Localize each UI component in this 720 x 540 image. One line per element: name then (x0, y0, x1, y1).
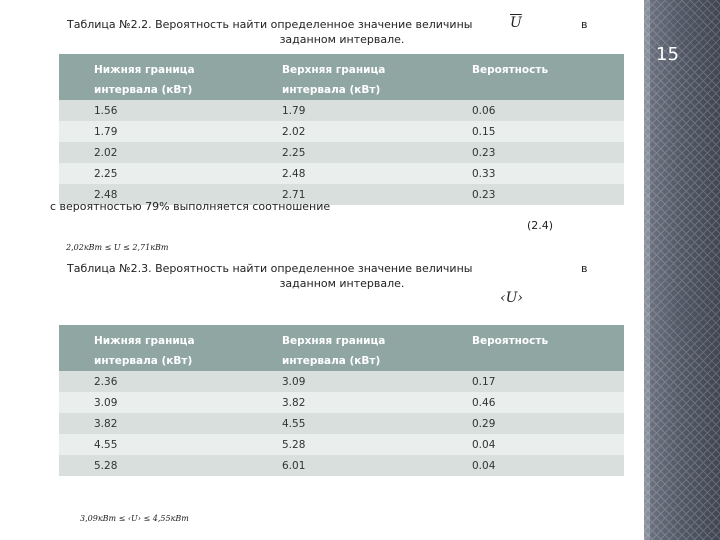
table2-header-lower (94, 325, 282, 371)
table-cell-prob: 0.33 (472, 163, 624, 184)
table-row (59, 121, 624, 142)
table-cell-lower: 2.36 (94, 371, 282, 392)
table-cell-pad (59, 163, 94, 184)
table-cell-lower: 2.02 (94, 142, 282, 163)
table-cell-lower: 2.48 (94, 184, 282, 205)
table1 (59, 54, 624, 205)
table2 (59, 325, 624, 476)
table-cell-upper: 3.09 (282, 371, 472, 392)
table-cell-upper: 2.71 (282, 184, 472, 205)
table-cell-prob: 0.17 (472, 371, 624, 392)
table2-caption-in: в (581, 262, 588, 275)
u-bar-symbol: $\overline{U}$ (510, 15, 522, 31)
table-row (59, 434, 624, 455)
table1-header-upper (282, 54, 472, 100)
table-cell-upper: 2.48 (282, 163, 472, 184)
table1-header-upper-line1: Верхняя граница (282, 64, 386, 76)
table-cell-pad (59, 455, 94, 476)
table-cell-prob: 0.04 (472, 455, 624, 476)
slide-number: 15 (656, 44, 679, 65)
table1-caption-line2: заданном интервале. (279, 33, 405, 46)
table2-header-prob-label: Вероятность (472, 335, 549, 347)
table-cell-upper: 1.79 (282, 100, 472, 121)
table-cell-pad (59, 121, 94, 142)
table-cell-lower: 3.09 (94, 392, 282, 413)
table1-header-lower (94, 54, 282, 100)
table1-header-pad (59, 54, 94, 100)
table2-caption-line1: Таблица №2.3. Вероятность найти определенное значение величины (67, 262, 473, 275)
table-cell-lower: 2.25 (94, 163, 282, 184)
table-cell-prob: 0.29 (472, 413, 624, 434)
table-cell-prob: 0.23 (472, 184, 624, 205)
table-cell-lower: 4.55 (94, 434, 282, 455)
table-row (59, 392, 624, 413)
formula-range-2: 3,09кВт ≤ ‹U› ≤ 4,55кВт (80, 514, 189, 523)
table-cell-lower: 1.56 (94, 100, 282, 121)
table-cell-prob: 0.06 (472, 100, 624, 121)
table-cell-upper: 2.25 (282, 142, 472, 163)
table2-header-upper-line2: интервала (кВт) (282, 355, 381, 367)
table2-header-pad (59, 325, 94, 371)
table1-header-lower-line1: Нижняя граница (94, 64, 195, 76)
table-cell-prob: 0.15 (472, 121, 624, 142)
table-cell-upper: 3.82 (282, 392, 472, 413)
table-cell-upper: 2.02 (282, 121, 472, 142)
table-cell-upper: 6.01 (282, 455, 472, 476)
probability-text: с вероятностью 79% выполняется соотношение (50, 200, 331, 213)
table-cell-lower: 1.79 (94, 121, 282, 142)
table-cell-prob: 0.04 (472, 434, 624, 455)
table2-header-lower-line2: интервала (кВт) (94, 355, 193, 367)
table2-caption-line2: заданном интервале. (279, 277, 405, 290)
table1-header-prob (472, 54, 624, 100)
table-row (59, 100, 624, 121)
table-cell-pad (59, 371, 94, 392)
table-cell-pad (59, 434, 94, 455)
table1-header-upper-line2: интервала (кВт) (282, 84, 381, 96)
table-cell-prob: 0.46 (472, 392, 624, 413)
table1-header-prob-label: Вероятность (472, 64, 549, 76)
table-cell-pad (59, 392, 94, 413)
table-cell-upper: 4.55 (282, 413, 472, 434)
formula-range-1: 2,02кВт ≤ U ≤ 2,71кВт (66, 243, 169, 252)
table-row (59, 455, 624, 476)
table2-header-upper-line1: Верхняя граница (282, 335, 386, 347)
table-row (59, 371, 624, 392)
table-cell-pad (59, 142, 94, 163)
table-cell-lower: 5.28 (94, 455, 282, 476)
side-panel-pattern (644, 0, 720, 540)
table-row (59, 142, 624, 163)
table1-caption-in: в (581, 18, 588, 31)
table1-caption-line1: Таблица №2.2. Вероятность найти определенное значение величины (67, 18, 473, 31)
table2-header-lower-line1: Нижняя граница (94, 335, 195, 347)
table-row (59, 163, 624, 184)
u-angle-symbol: ‹U› (500, 290, 523, 306)
table-cell-upper: 5.28 (282, 434, 472, 455)
table-cell-prob: 0.23 (472, 142, 624, 163)
equation-number: (2.4) (527, 219, 554, 232)
table2-header-upper (282, 325, 472, 371)
table-cell-pad (59, 413, 94, 434)
table1-header-lower-line2: интервала (кВт) (94, 84, 193, 96)
table-cell-pad (59, 100, 94, 121)
table-row (59, 413, 624, 434)
table-cell-lower: 3.82 (94, 413, 282, 434)
table2-header-prob (472, 325, 624, 371)
